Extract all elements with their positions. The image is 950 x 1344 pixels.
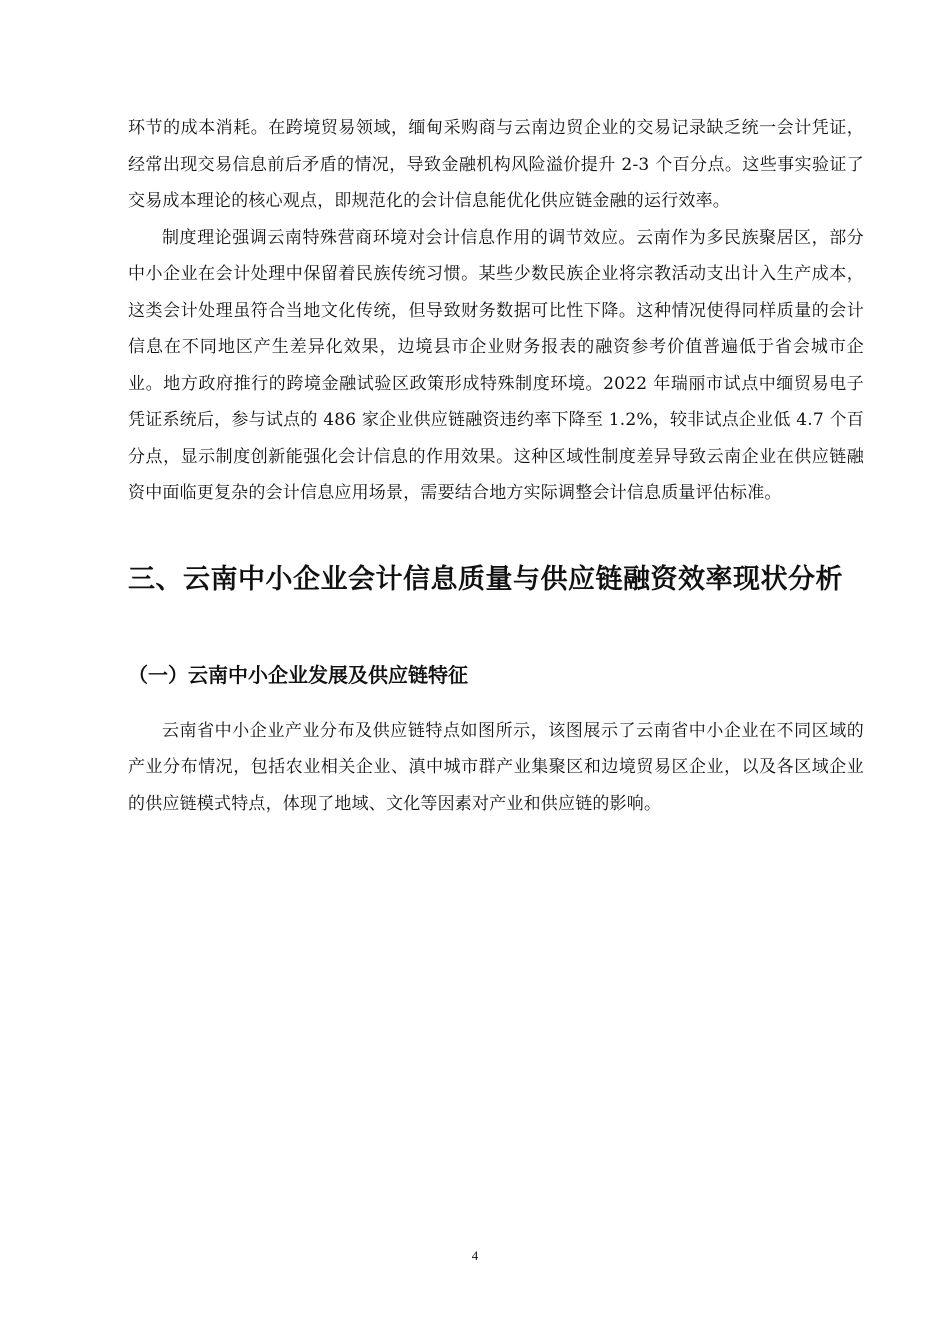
document-page	[128, 110, 864, 822]
body-paragraph-3: 云南省中小企业产业分布及供应链特点如图所示，该图展示了云南省中小企业在不同区域的产业分布情况，包括农业相关企业、滇中城市群产业集聚区和边境贸易区企业，以及各区域企业的供应链模式特点，体现了地域、文化等因素对产业和供应链的影响。	[128, 720, 864, 814]
section-heading: 三、云南中小企业会计信息质量与供应链融资效率现状分析	[128, 563, 843, 595]
subsection-heading: （一）云南中小企业发展及供应链特征	[128, 662, 468, 687]
page-number: 4	[471, 1248, 479, 1263]
body-paragraph-1: 环节的成本消耗。在跨境贸易领域，缅甸采购商与云南边贸企业的交易记录缺乏统一会计凭证，经常出现交易信息前后矛盾的情况，导致金融机构风险溢价提升 2-3 个百分点。这些事实验证了交易成本理论的核心观点，即规范化的会计信息能优化供应链金融的运行效率。	[128, 118, 864, 211]
body-paragraph-2: 制度理论强调云南特殊营商环境对会计信息作用的调节效应。云南作为多民族聚居区，部分中小企业在会计处理中保留着民族传统习惯。某些少数民族企业将宗教活动支出计入生产成本，这类会计处理虽符合当地文化传统，但导致财务数据可比性下降。这种情况使得同样质量的会计信息在不同地区产生差异化效果，边境县市企业财务报表的融资参考价值普遍低于省会城市企业。地方政府推行的跨境金融试验区政策形成特殊制度环境。2022 年瑞丽市试点中缅贸易电子凭证系统后，参与试点的 486 家企业供应链融资违约率下降至 1.2%，较非试点企业低 4.7 个百分点，显示制度创新能强化会计信息的作用效果。这种区域性制度差异导致云南企业在供应链融资中面临更复杂的会计信息应用场景，需要结合地方实际调整会计信息质量评估标准。	[128, 227, 864, 503]
